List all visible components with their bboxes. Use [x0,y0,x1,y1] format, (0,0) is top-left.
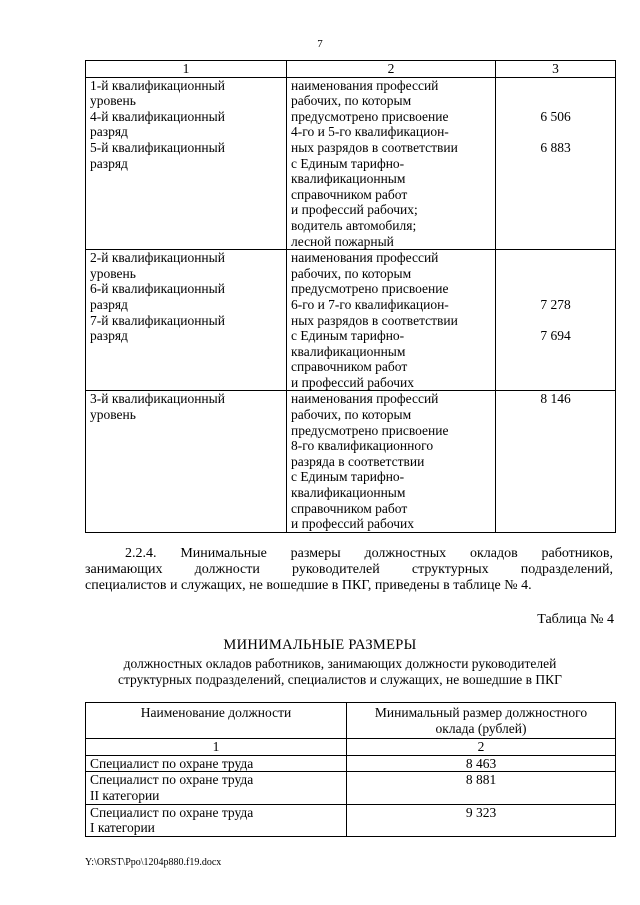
cell-line: и профессий рабочих [291,516,414,532]
position-cell [86,772,347,804]
position-category: II категории [90,787,160,803]
cell-line: наименования профессий [291,391,439,407]
paragraph-line: специалистов и служащих, не вошедшие в ПКГ, приведены в таблице № 4. [85,578,532,593]
number-cell: 2 [347,739,616,756]
cell-line [90,721,342,737]
cell-line: и профессий рабочих [291,374,414,390]
subtitle-line: должностных окладов работников, занимающих должности руководителей [123,656,557,671]
cell-line: разряд [90,124,128,140]
cell-line: с Единым тарифно- [291,469,405,485]
cell-line: водитель автомобиля; [291,217,417,233]
qualification-table [85,60,616,533]
cell-line: предусмотрено присвоение [291,422,449,438]
cell-line: разряд [90,296,128,312]
cell-line: 4-й квалификационный [90,108,225,124]
header-text: Минимальный размер должностного [374,705,588,720]
cell-line: ных разрядов в соответствии [291,312,458,328]
cell-line: справочником работ [291,359,408,375]
salary-value: 7 694 [540,328,571,344]
level-cell [86,250,287,391]
salary-cell: 9 323 [347,804,616,836]
header-text: оклада (рублей) [435,720,527,736]
cell-line: рабочих, по которым [291,93,412,109]
cell-line: квалификационным [291,485,406,501]
position-category: I категории [90,820,155,836]
cell-line: уровень [90,407,136,423]
number-cell: 1 [86,739,347,756]
cell-line: 1-й квалификационный [90,77,225,93]
table-header-row [86,61,616,78]
position-name: Специалист по охране труда [90,755,254,771]
profession-cell [287,77,496,250]
table-row [86,250,616,391]
page-number: 7 [317,38,323,50]
salary-cell: 8 881 [347,772,616,804]
cell-line: квалификационным [291,343,406,359]
file-path-footer: Y:\ORST\Ppo\1204p880.f19.docx [85,857,222,868]
cell-line: ных разрядов в соответствии [291,139,458,155]
level-cell [86,391,287,532]
cell-line: с Единым тарифно- [291,328,405,344]
cell-line: 7-й квалификационный [90,312,225,328]
cell-line: 8-го квалификационного [291,438,434,454]
salary-cell [496,391,616,532]
salary-value: 8 146 [540,391,571,407]
salary-value: 7 278 [540,296,571,312]
table-row [86,772,616,804]
cell-line: с Единым тарифно- [291,155,405,171]
salary-table [85,702,616,837]
subtitle-line: структурных подразделений, специалистов и служащих, не вошедшие в ПКГ [118,672,562,687]
header-cell [86,703,347,739]
profession-cell [287,391,496,532]
cell-line [496,124,615,140]
section-paragraph [85,546,613,594]
cell-line: предусмотрено присвоение [291,108,449,124]
table-row [86,391,616,532]
cell-line: уровень [90,265,136,281]
table-header-row [86,703,616,739]
position-cell [86,804,347,836]
table-title: МИНИМАЛЬНЫЕ РАЗМЕРЫ [223,637,417,653]
cell-line: наименования профессий [291,250,439,266]
cell-line: разряда в соответствии [291,453,425,469]
cell-line: рабочих, по которым [291,265,412,281]
paragraph-line: занимающих должности руководителей структурных подразделений, [85,562,613,577]
cell-line: наименования профессий [291,77,439,93]
cell-line: 6-й квалификационный [90,281,225,297]
paragraph-line: 2.2.4. Минимальные размеры должностных окладов работников, [125,546,613,561]
cell-line: разряд [90,328,128,344]
table-number-row [86,739,616,756]
table-label: Таблица № 4 [537,612,614,627]
table-row [86,804,616,836]
position-name: Специалист по охране труда [90,772,254,788]
header-cell: 3 [496,61,616,78]
cell-line: 4-го и 5-го квалификацион- [291,124,449,140]
cell-line: лесной пожарный [291,233,394,249]
profession-cell [287,250,496,391]
salary-value: 6 883 [540,139,571,155]
table-row [86,755,616,772]
cell-line: квалификационным [291,171,406,187]
cell-line: 5-й квалификационный [90,139,225,155]
cell-line [496,78,615,94]
header-cell [347,703,616,739]
cell-line: 2-й квалификационный [90,250,225,266]
cell-line: справочником работ [291,500,408,516]
salary-cell [496,250,616,391]
level-cell [86,77,287,250]
cell-line: предусмотрено присвоение [291,281,449,297]
cell-line [496,266,615,282]
cell-line: рабочих, по которым [291,407,412,423]
cell-line [496,281,615,297]
table-subtitle [60,656,620,688]
cell-line [496,313,615,329]
header-cell: 1 [86,61,287,78]
cell-line: 3-й квалификационный [90,391,225,407]
salary-cell [496,77,616,250]
cell-line: 6-го и 7-го квалификацион- [291,296,449,312]
cell-line [496,250,615,266]
cell-line: разряд [90,155,128,171]
cell-line [496,93,615,109]
position-name: Специалист по охране труда [90,804,254,820]
cell-line: справочником работ [291,186,408,202]
header-text: Наименование должности [140,705,292,720]
table-row [86,77,616,250]
salary-cell: 8 463 [347,755,616,772]
header-cell: 2 [287,61,496,78]
cell-line: и профессий рабочих; [291,202,418,218]
salary-value: 6 506 [540,108,571,124]
position-cell [86,755,347,772]
cell-line: уровень [90,93,136,109]
